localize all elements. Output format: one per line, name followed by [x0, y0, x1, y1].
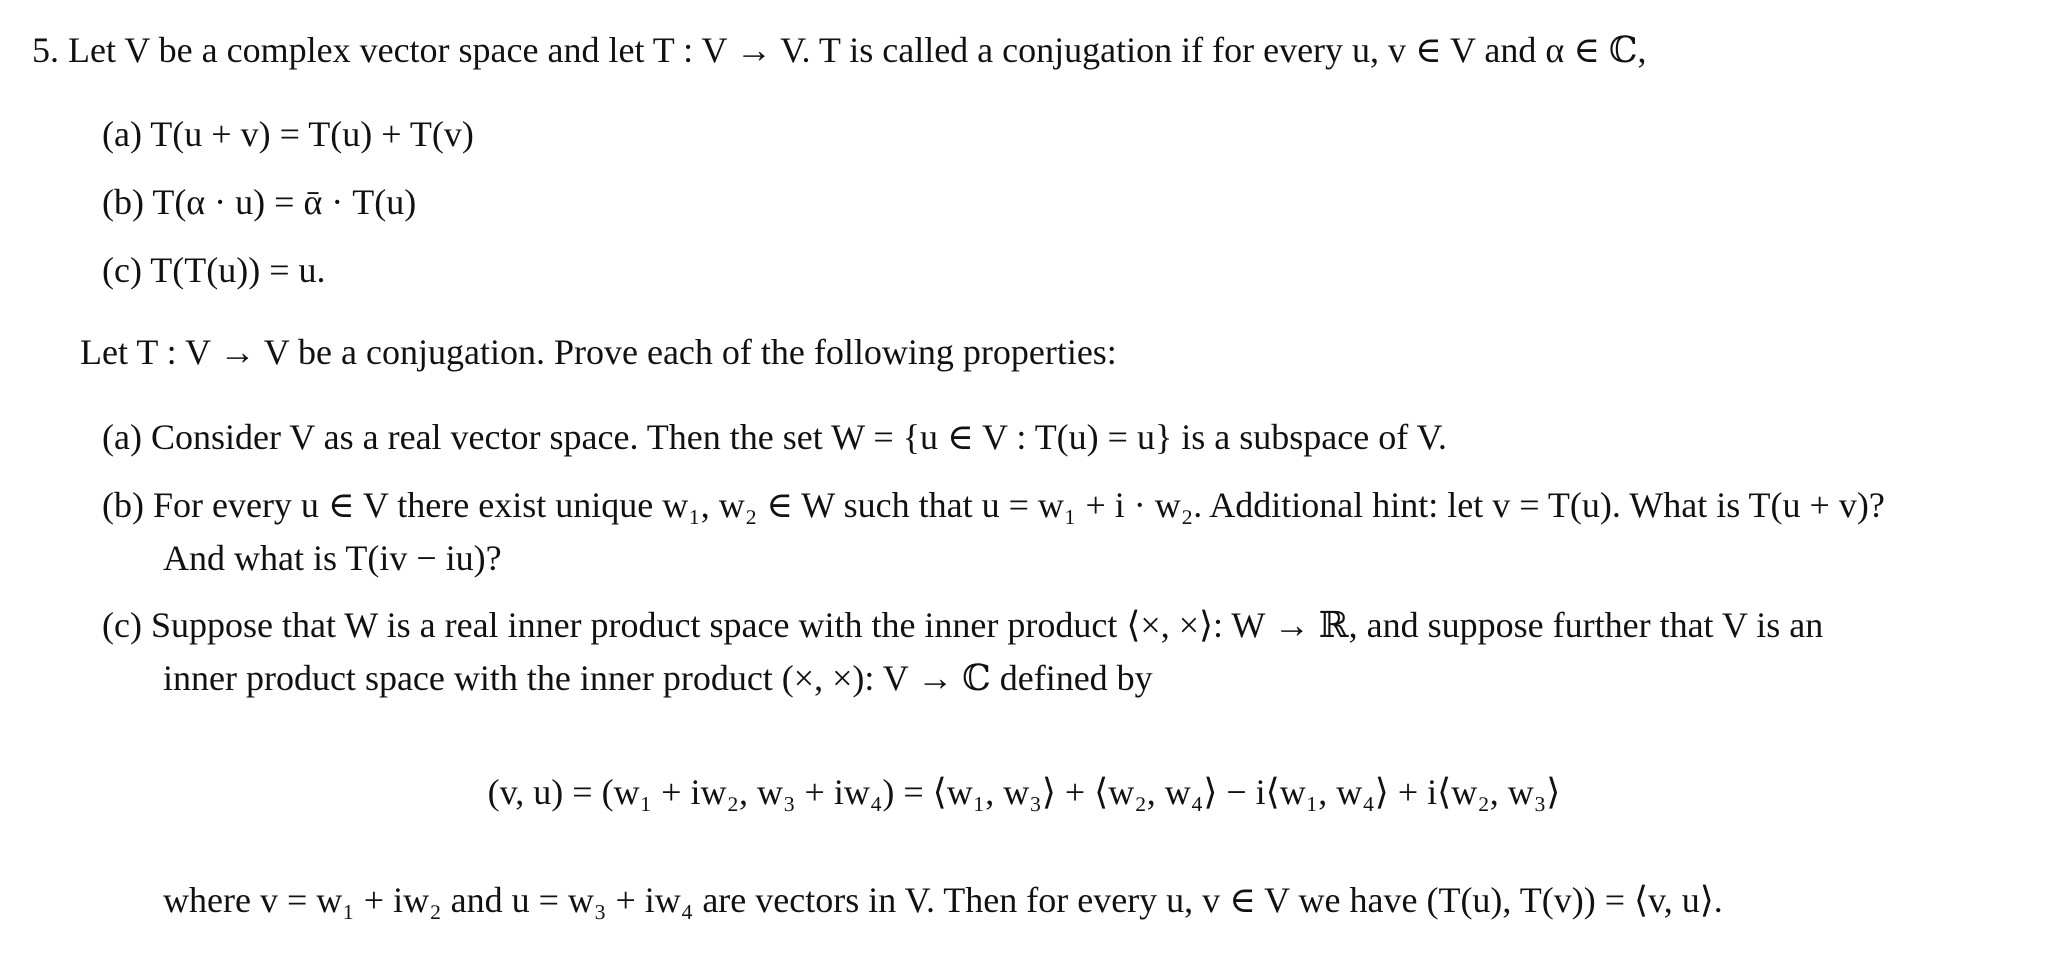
part-c-line-3: where v = w₁ + iw₂ and u = w₃ + iw₄ are vectors in V. Then for every u, v ∈ V we have (T(u), T(v)) = ⟨v, u⟩.	[163, 880, 1723, 920]
definition-item-a: (a) T(u + v) = T(u) + T(v)	[102, 114, 474, 154]
problem-intro: 5. Let V be a complex vector space and let T : V → V. T is called a conjugation if for every u, v ∈ V and α ∈ ℂ,	[32, 30, 1647, 70]
part-c-line-1: (c) Suppose that W is a real inner product space with the inner product ⟨×, ×⟩: W → ℝ, and suppose further that V is an	[102, 605, 1824, 645]
definition-item-b: (b) T(α · u) = ᾱ · T(u)	[102, 182, 417, 222]
part-b-line-2: And what is T(iv − iu)?	[163, 538, 502, 578]
definition-item-c: (c) T(T(u)) = u.	[102, 250, 326, 290]
part-a: (a) Consider V as a real vector space. Then the set W = {u ∈ V : T(u) = u} is a subspace of V.	[102, 417, 1447, 457]
lead-text: Let T : V → V be a conjugation. Prove each of the following properties:	[80, 332, 1117, 372]
part-c-line-2: inner product space with the inner product (×, ×): V → ℂ defined by	[163, 658, 1153, 698]
part-b-line-1: (b) For every u ∈ V there exist unique w₁, w₂ ∈ W such that u = w₁ + i · w₂. Additional hint: let v = T(u). What is T(u + v)?	[102, 485, 1885, 525]
inner-product-display-equation: (v, u) = (w₁ + iw₂, w₃ + iw₄) = ⟨w₁, w₃⟩ + ⟨w₂, w₄⟩ − i⟨w₁, w₄⟩ + i⟨w₂, w₃⟩	[487, 772, 1561, 812]
